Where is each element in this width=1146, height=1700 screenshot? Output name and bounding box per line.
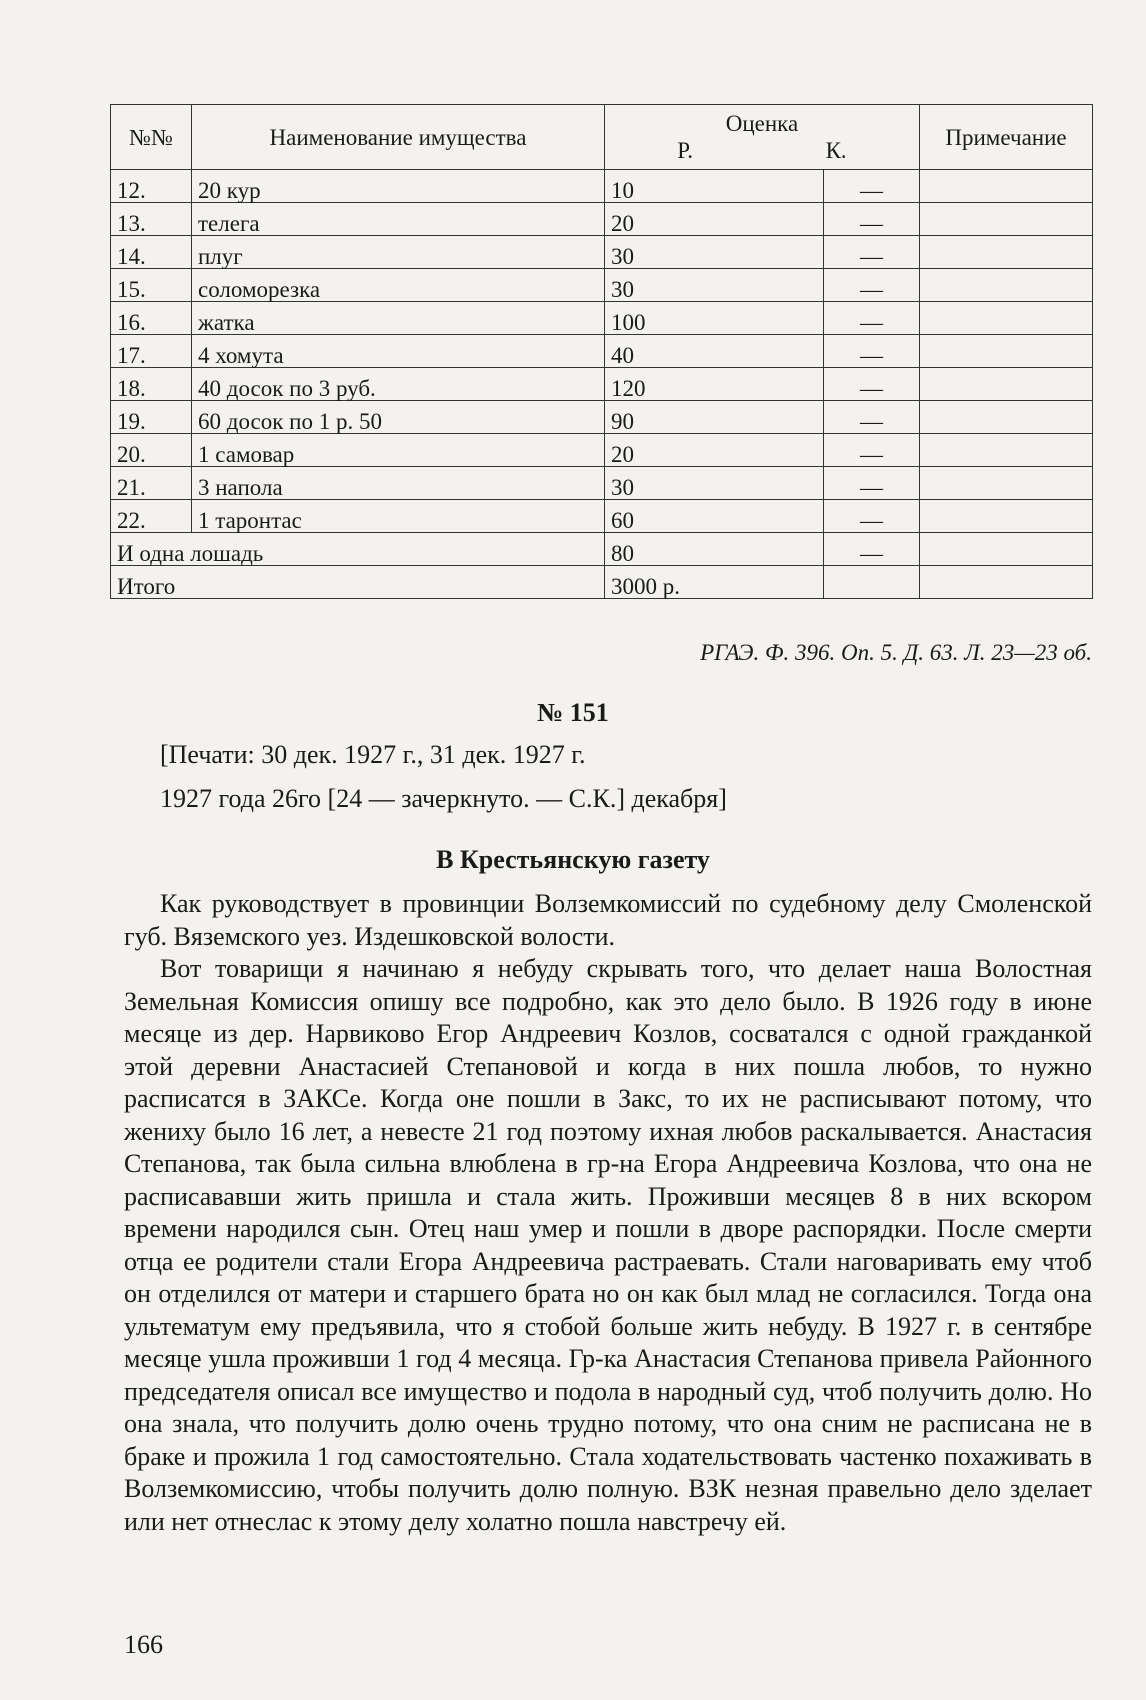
row-rub: 40: [605, 335, 824, 368]
document-number: № 151: [537, 698, 609, 727]
row-kop: —: [823, 335, 919, 368]
row-name: 1 самовар: [192, 434, 605, 467]
table-row: [111, 467, 1093, 500]
row-kop: —: [823, 434, 919, 467]
row-name: 1 таронтас: [192, 500, 605, 533]
header-number: №№: [111, 105, 192, 170]
letter-body: [124, 888, 1092, 1538]
row-number: 20.: [111, 434, 192, 467]
table-row: [111, 401, 1093, 434]
row-kop: —: [823, 236, 919, 269]
row-name: 40 досок по 3 руб.: [192, 368, 605, 401]
row-number: 18.: [111, 368, 192, 401]
total-rub: 3000 р.: [605, 566, 824, 599]
row-number: 12.: [111, 170, 192, 203]
row-kop: —: [823, 170, 919, 203]
row-note: [920, 170, 1093, 203]
row-name: 3 напола: [192, 467, 605, 500]
row-note: [920, 335, 1093, 368]
header-kop: К.: [825, 138, 847, 163]
row-kop: —: [823, 500, 919, 533]
row-rub: 120: [605, 368, 824, 401]
row-note: [920, 401, 1093, 434]
row-name: 4 хомута: [192, 335, 605, 368]
table-row: [111, 302, 1093, 335]
row-kop: —: [823, 203, 919, 236]
date-line: 1927 года 26го [24 — зачеркнуто. — С.К.] декабря]: [160, 784, 727, 813]
paragraph: Как руководствует в провинции Волземкомиссий по судебному делу Смоленской губ. Вяземского уез. Издешковской волости.: [124, 889, 1092, 951]
stamps-line: [Печати: 30 дек. 1927 г., 31 дек. 1927 г.: [160, 740, 586, 769]
table-row: [111, 368, 1093, 401]
row-rub: 20: [605, 434, 824, 467]
row-rub: 90: [605, 401, 824, 434]
row-name: 60 досок по 1 р. 50: [192, 401, 605, 434]
row-note: [920, 467, 1093, 500]
row-note: [920, 500, 1093, 533]
row-number: 13.: [111, 203, 192, 236]
row-number: 19.: [111, 401, 192, 434]
horse-rub: 80: [605, 533, 824, 566]
row-name: соломорезка: [192, 269, 605, 302]
table-header-row: [111, 105, 1093, 170]
header-rub: Р.: [677, 138, 693, 163]
row-kop: —: [823, 467, 919, 500]
row-number: 15.: [111, 269, 192, 302]
row-note: [920, 368, 1093, 401]
row-rub: 20: [605, 203, 824, 236]
row-rub: 30: [605, 236, 824, 269]
table-row: [111, 434, 1093, 467]
row-number: 17.: [111, 335, 192, 368]
row-note: [920, 269, 1093, 302]
row-kop: —: [823, 269, 919, 302]
table-row: [111, 236, 1093, 269]
row-rub: 100: [605, 302, 824, 335]
header-estimate-label: Оценка: [725, 111, 799, 136]
table-row: [111, 203, 1093, 236]
row-number: 16.: [111, 302, 192, 335]
row-rub: 30: [605, 467, 824, 500]
letter-heading: В Крестьянскую газету: [436, 845, 710, 874]
total-kop: [823, 566, 919, 599]
row-rub: 10: [605, 170, 824, 203]
header-estimate: [605, 105, 920, 170]
archive-source: РГАЭ. Ф. 396. Оп. 5. Д. 63. Л. 23—23 об.: [700, 640, 1092, 665]
horse-note: [920, 533, 1093, 566]
table-row: [111, 170, 1093, 203]
row-kop: —: [823, 401, 919, 434]
table-row: [111, 269, 1093, 302]
row-note: [920, 434, 1093, 467]
row-rub: 60: [605, 500, 824, 533]
horse-label: И одна лошадь: [111, 533, 605, 566]
row-name: жатка: [192, 302, 605, 335]
row-name: телега: [192, 203, 605, 236]
row-number: 14.: [111, 236, 192, 269]
inventory-table: [110, 104, 1093, 599]
header-note: Примечание: [920, 105, 1093, 170]
row-note: [920, 203, 1093, 236]
row-number: 22.: [111, 500, 192, 533]
table-row-horse: [111, 533, 1093, 566]
total-label: Итого: [111, 566, 605, 599]
table-row-total: [111, 566, 1093, 599]
row-rub: 30: [605, 269, 824, 302]
row-note: [920, 236, 1093, 269]
table-row: [111, 500, 1093, 533]
row-kop: —: [823, 302, 919, 335]
row-name: плуг: [192, 236, 605, 269]
table-row: [111, 335, 1093, 368]
row-number: 21.: [111, 467, 192, 500]
page-number: 166: [124, 1630, 163, 1659]
header-name: Наименование имущества: [192, 105, 605, 170]
row-name: 20 кур: [192, 170, 605, 203]
row-kop: —: [823, 368, 919, 401]
horse-kop: —: [823, 533, 919, 566]
paragraph: Вот товарищи я начинаю я небуду скрывать того, что делает наша Волостная Земельная Комиссия опишу все подробно, как это дело было. В 1926 году в июне месяце из дер. Нарвиково Егор Андреевич Козлов, сосватался с одной гражданкой этой деревни Анастасией Степановой и когда в них пошла любов, то нужно расписатся в ЗАКСе. Когда оне пошли в Закс, то их не расписывают потому, что жениху было 16 лет, а невесте 21 год поэтому ихная любов раскалывается. Анастасия Степанова, так была сильна влюблена в гр-на Егора Андреевича Козлова, что она не расписававши жить пришла и стала жить. Проживши месяцев 8 в них вскором времени народился сын. Отец наш умер и пошли в дворе распорядки. После смерти отца ее родители стали Егора Андреевича растраевать. Стали наговаривать ему чтоб он отделился от матери и старшего брата но он как был млад не согласился. Тогда она ультематум ему предъявила, что я стобой больше жить небуду. В 1927 г. в сентябре месяце ушла проживши 1 год 4 месяца. Гр-ка Анастасия Степанова привела Районного председателя описал все имущество и подола в народный суд, чтоб получить долю. Но она знала, что получить долю очень трудно потому, что она сним не расписана не в браке и прожила 1 год самостоятельно. Стала ходательствовать частенко похаживать в Волземкомиссию, чтобы получить долю полную. ВЗК незная правельно дело зделает или нет отнеслас к этому делу холатно пошла навстречу ей.: [124, 954, 1092, 1536]
total-note: [920, 566, 1093, 599]
row-note: [920, 302, 1093, 335]
